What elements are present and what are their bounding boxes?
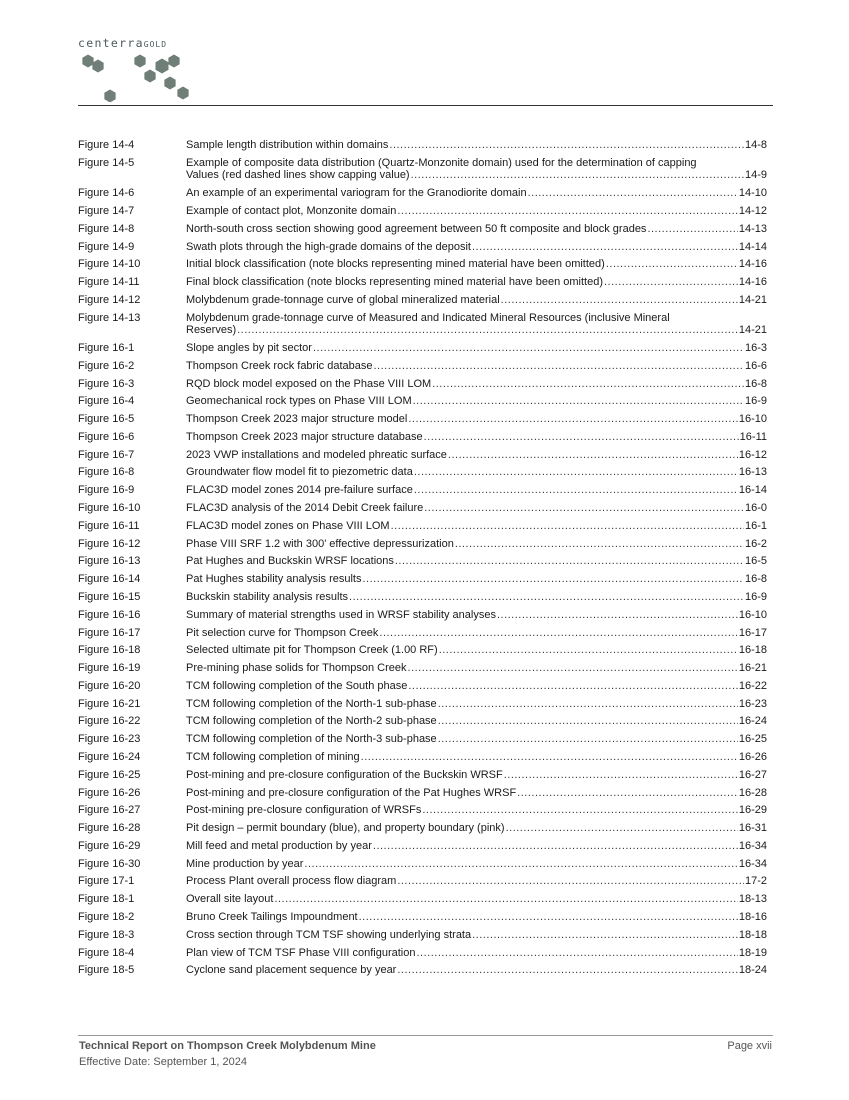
toc-entry[interactable] <box>78 840 767 853</box>
figure-title: Summary of material strengths used in WRSF stability analyses <box>186 608 496 621</box>
dot-leader <box>647 223 737 236</box>
toc-entry[interactable] <box>78 360 767 373</box>
figure-number: Figure 16-16 <box>78 608 141 621</box>
toc-entry[interactable] <box>78 627 767 640</box>
figure-number: Figure 16-27 <box>78 804 141 817</box>
page-reference: 16-8 <box>744 377 767 390</box>
figure-number: Figure 14-13 <box>78 311 141 324</box>
logo-hexagon <box>177 87 188 100</box>
logo-hexagon <box>92 60 103 73</box>
figure-number: Figure 17-1 <box>78 875 135 888</box>
figure-number: Figure 18-1 <box>78 893 135 906</box>
figure-title: Plan view of TCM TSF Phase VIII configuration <box>186 946 416 959</box>
figure-number: Figure 16-12 <box>78 537 141 550</box>
dot-leader <box>313 342 744 355</box>
toc-entry[interactable] <box>78 413 767 426</box>
toc-entry[interactable] <box>78 431 767 444</box>
page-reference: 18-19 <box>738 946 767 959</box>
dot-leader <box>389 139 744 152</box>
page-reference: 14-10 <box>738 187 767 200</box>
toc-entry[interactable] <box>78 258 767 271</box>
figure-title: Molybdenum grade-tonnage curve of global mineralized material <box>186 293 500 306</box>
dot-leader <box>362 573 744 586</box>
figure-number: Figure 16-21 <box>78 697 141 710</box>
figure-title: TCM following completion of the North-3 sub-phase <box>186 733 437 746</box>
logo-hexagon <box>104 90 115 103</box>
dot-leader <box>304 858 737 871</box>
figure-number: Figure 16-11 <box>78 519 140 532</box>
figure-title: Pat Hughes stability analysis results <box>186 573 362 586</box>
figure-number: Figure 16-14 <box>78 573 141 586</box>
dot-leader <box>438 733 738 746</box>
figure-title: Values (red dashed lines show capping value) <box>186 169 410 182</box>
dot-leader <box>397 964 738 977</box>
figure-number: Figure 16-2 <box>78 359 135 372</box>
page-reference: 16-10 <box>738 413 767 426</box>
footer-divider <box>78 1035 773 1036</box>
toc-entry[interactable] <box>78 276 767 289</box>
page-reference: 16-11 <box>739 430 767 443</box>
figure-number: Figure 16-15 <box>78 590 141 603</box>
dot-leader <box>408 680 738 693</box>
toc-entry[interactable] <box>78 449 767 462</box>
logo-hexagons-icon <box>78 52 198 102</box>
figure-title: Sample length distribution within domains <box>186 139 389 151</box>
toc-entry[interactable] <box>78 520 767 533</box>
figure-title: Reserves) <box>186 324 237 337</box>
figure-number: Figure 14-9 <box>78 240 135 253</box>
figure-title: FLAC3D analysis of the 2014 Debit Creek failure <box>186 502 424 515</box>
figure-number: Figure 16-30 <box>78 857 141 870</box>
toc-entry[interactable] <box>78 502 767 515</box>
dot-leader <box>439 644 738 657</box>
dot-leader <box>438 715 738 728</box>
page-reference: 16-2 <box>744 537 767 550</box>
figure-number: Figure 16-23 <box>78 733 141 746</box>
logo-hexagon <box>134 55 145 68</box>
figure-title: Phase VIII SRF 1.2 with 300’ effective depressurization <box>186 537 454 550</box>
page-reference: 18-13 <box>738 893 767 906</box>
figure-title-line: Example of composite data distribution (Quartz-Monzonite domain) used for the determination of capping <box>186 156 697 169</box>
figure-number: Figure 16-18 <box>78 644 141 657</box>
figure-title: Pit selection curve for Thompson Creek <box>186 626 379 639</box>
figure-number: Figure 16-20 <box>78 679 141 692</box>
list-of-figures <box>78 139 767 982</box>
page-reference: 16-8 <box>744 573 767 586</box>
page-reference: 16-26 <box>738 750 767 763</box>
figure-title: Cyclone sand placement sequence by year <box>186 964 397 977</box>
dot-leader <box>448 449 738 462</box>
toc-entry[interactable] <box>78 751 767 764</box>
figure-title: Thompson Creek 2023 major structure model <box>186 413 408 426</box>
toc-entry[interactable] <box>78 858 767 871</box>
figure-title: Thompson Creek rock fabric database <box>186 359 373 372</box>
page-reference: 16-1 <box>744 519 767 532</box>
figure-title: Geomechanical rock types on Phase VIII LOM <box>186 395 412 408</box>
dot-leader <box>414 466 738 479</box>
toc-entry[interactable] <box>78 662 767 675</box>
footer-page-number: Page xvii <box>727 1040 772 1052</box>
toc-entry[interactable] <box>78 769 767 782</box>
figure-title: Pre-mining phase solids for Thompson Creek <box>186 662 407 675</box>
figure-number: Figure 16-24 <box>78 750 141 763</box>
page-reference: 16-24 <box>738 715 767 728</box>
page-reference: 16-0 <box>744 502 767 515</box>
logo-hexagon <box>156 59 169 74</box>
figure-number: Figure 16-26 <box>78 786 141 799</box>
page-reference: 16-31 <box>738 822 767 835</box>
page-reference: 16-28 <box>738 786 767 799</box>
figure-title: Swath plots through the high-grade domains of the deposit <box>186 240 471 253</box>
header-divider <box>78 105 773 106</box>
page-reference: 18-18 <box>738 928 767 941</box>
dot-leader <box>501 294 738 307</box>
page-reference: 16-23 <box>738 697 767 710</box>
page-reference: 16-29 <box>738 804 767 817</box>
toc-entry[interactable] <box>78 715 767 728</box>
page-reference: 16-22 <box>738 679 767 692</box>
page-reference: 16-34 <box>738 839 767 852</box>
figure-number: Figure 16-4 <box>78 395 135 408</box>
footer-effective-date: Effective Date: September 1, 2024 <box>79 1056 247 1068</box>
page-reference: 14-13 <box>738 222 767 235</box>
page-reference: 16-9 <box>744 590 767 603</box>
figure-title: TCM following completion of the North-1 sub-phase <box>186 697 437 710</box>
dot-leader <box>497 609 738 622</box>
page-reference: 16-6 <box>744 359 767 372</box>
logo-hexagon <box>168 55 179 68</box>
toc-entry[interactable] <box>78 609 767 622</box>
page-reference: 14-21 <box>738 293 767 306</box>
figure-title: Thompson Creek 2023 major structure database <box>186 430 423 443</box>
dot-leader <box>237 324 738 337</box>
toc-entry[interactable] <box>78 787 767 800</box>
toc-entry[interactable] <box>78 312 767 337</box>
figure-number: Figure 14-5 <box>78 156 135 169</box>
dot-leader <box>422 804 737 817</box>
figure-title: TCM following completion of the North-2 sub-phase <box>186 715 437 728</box>
dot-leader <box>274 893 737 906</box>
dot-leader <box>414 484 738 497</box>
figure-title-line: Molybdenum grade-tonnage curve of Measured and Indicated Mineral Resources (inclusive Mineral <box>186 311 670 324</box>
dot-leader <box>411 169 744 182</box>
toc-entry[interactable] <box>78 875 767 888</box>
figure-number: Figure 18-5 <box>78 964 135 977</box>
toc-entry[interactable] <box>78 395 767 408</box>
dot-leader <box>606 258 738 271</box>
figure-title: 2023 VWP installations and modeled phreatic surface <box>186 448 447 461</box>
page-reference: 14-12 <box>738 204 767 217</box>
dot-leader <box>391 520 744 533</box>
page-reference: 16-9 <box>744 395 767 408</box>
page-reference: 16-25 <box>738 733 767 746</box>
figure-number: Figure 14-8 <box>78 222 135 235</box>
figure-title: Mine production by year <box>186 857 304 870</box>
toc-entry[interactable] <box>78 157 767 182</box>
figure-number: Figure 16-10 <box>78 502 141 515</box>
figure-title: Bruno Creek Tailings Impoundment <box>186 911 358 923</box>
page-reference: 16-14 <box>738 484 767 497</box>
dot-leader <box>413 395 744 408</box>
toc-entry[interactable] <box>78 466 767 479</box>
company-logo <box>78 36 218 100</box>
page-reference: 16-3 <box>744 342 767 354</box>
figure-title: Cross section through TCM TSF showing underlying strata <box>186 928 472 941</box>
toc-entry[interactable] <box>78 644 767 657</box>
page-reference: 14-21 <box>738 324 767 337</box>
page-reference: 16-10 <box>738 608 767 621</box>
figure-title: TCM following completion of mining <box>186 750 360 763</box>
toc-entry[interactable] <box>78 947 767 960</box>
figure-number: Figure 16-17 <box>78 626 141 639</box>
page-reference: 16-12 <box>738 448 767 461</box>
page-reference: 14-8 <box>744 139 767 151</box>
page-reference: 16-27 <box>738 768 767 781</box>
page-reference: 16-13 <box>738 466 767 479</box>
figure-title: FLAC3D model zones 2014 pre-failure surface <box>186 484 413 497</box>
figure-number: Figure 14-6 <box>78 187 135 200</box>
page-reference: 16-17 <box>738 626 767 639</box>
toc-entry[interactable] <box>78 342 767 355</box>
page-reference: 14-16 <box>738 276 767 289</box>
figure-number: Figure 16-19 <box>78 662 141 675</box>
dot-leader <box>517 787 738 800</box>
dot-leader <box>397 875 744 888</box>
figure-title: Process Plant overall process flow diagram <box>186 875 397 888</box>
toc-entry[interactable] <box>78 187 767 200</box>
toc-entry[interactable] <box>78 378 767 391</box>
dot-leader <box>349 591 744 604</box>
logo-hexagon <box>144 70 155 83</box>
dot-leader <box>373 360 743 373</box>
figure-number: Figure 18-2 <box>78 911 135 923</box>
page-reference: 14-9 <box>744 169 767 182</box>
figure-title: Pit design – permit boundary (blue), and property boundary (pink) <box>186 822 505 835</box>
dot-leader <box>424 502 744 515</box>
figure-title: RQD block model exposed on the Phase VIII LOM <box>186 377 432 390</box>
page-reference: 16-34 <box>738 857 767 870</box>
figure-number: Figure 14-4 <box>78 139 135 151</box>
figure-number: Figure 18-4 <box>78 946 135 959</box>
figure-title: FLAC3D model zones on Phase VIII LOM <box>186 519 390 532</box>
figure-number: Figure 16-8 <box>78 466 135 479</box>
toc-entry[interactable] <box>78 484 767 497</box>
figure-number: Figure 16-7 <box>78 448 135 461</box>
dot-leader <box>361 751 738 764</box>
dot-leader <box>379 627 737 640</box>
figure-number: Figure 16-28 <box>78 822 141 835</box>
logo-wordmark: centerraGOLD <box>78 36 168 50</box>
dot-leader <box>528 187 738 200</box>
toc-entry[interactable] <box>78 822 767 835</box>
page-reference: 16-18 <box>738 644 767 657</box>
dot-leader <box>472 241 738 254</box>
figure-title: Buckskin stability analysis results <box>186 590 349 603</box>
page-reference: 16-5 <box>744 555 767 568</box>
dot-leader <box>397 205 738 218</box>
toc-entry[interactable] <box>78 139 767 152</box>
page-reference: 18-24 <box>738 964 767 977</box>
figure-title: Final block classification (note blocks representing mined material have been omitted) <box>186 276 603 289</box>
dot-leader <box>408 413 738 426</box>
dot-leader <box>438 698 738 711</box>
dot-leader <box>416 947 737 960</box>
toc-entry[interactable] <box>78 680 767 693</box>
figure-title: Post-mining pre-closure configuration of WRSFs <box>186 804 422 817</box>
page-reference: 17-2 <box>744 875 767 888</box>
figure-number: Figure 16-9 <box>78 484 135 497</box>
dot-leader <box>506 822 738 835</box>
figure-number: Figure 14-10 <box>78 258 141 271</box>
figure-title: Post-mining and pre-closure configuration of the Pat Hughes WRSF <box>186 786 517 799</box>
figure-number: Figure 16-5 <box>78 413 135 426</box>
page-reference: 14-14 <box>738 240 767 253</box>
figure-number: Figure 14-7 <box>78 204 135 217</box>
toc-entry[interactable] <box>78 964 767 977</box>
toc-entry[interactable] <box>78 911 767 924</box>
dot-leader <box>604 276 738 289</box>
figure-title: Groundwater flow model fit to piezometric data <box>186 466 413 479</box>
page-reference: 14-16 <box>738 258 767 271</box>
figure-title: North-south cross section showing good agreement between 50 ft composite and block grades <box>186 222 647 235</box>
toc-entry[interactable] <box>78 929 767 942</box>
figure-number: Figure 16-13 <box>78 555 141 568</box>
toc-entry[interactable] <box>78 573 767 586</box>
toc-entry[interactable] <box>78 804 767 817</box>
dot-leader <box>472 929 738 942</box>
figure-title: Mill feed and metal production by year <box>186 839 372 852</box>
dot-leader <box>408 662 738 675</box>
toc-entry[interactable] <box>78 733 767 746</box>
figure-title: Pat Hughes and Buckskin WRSF locations <box>186 555 394 568</box>
figure-title: An example of an experimental variogram for the Granodiorite domain <box>186 187 527 200</box>
figure-number: Figure 16-1 <box>78 342 135 354</box>
figure-title: Example of contact plot, Monzonite domain <box>186 204 397 217</box>
dot-leader <box>359 911 738 924</box>
toc-entry[interactable] <box>78 893 767 906</box>
figure-number: Figure 16-29 <box>78 839 141 852</box>
figure-number: Figure 14-11 <box>78 276 140 289</box>
toc-entry[interactable] <box>78 555 767 568</box>
figure-title: Slope angles by pit sector <box>186 342 312 354</box>
footer-report-title: Technical Report on Thompson Creek Molybdenum Mine <box>79 1040 376 1052</box>
dot-leader <box>395 555 744 568</box>
toc-entry[interactable] <box>78 698 767 711</box>
figure-number: Figure 16-25 <box>78 768 141 781</box>
figure-title: Selected ultimate pit for Thompson Creek (1.00 RF) <box>186 644 438 657</box>
figure-number: Figure 14-12 <box>78 293 141 306</box>
figure-number: Figure 16-3 <box>78 377 135 390</box>
dot-leader <box>424 431 739 444</box>
dot-leader <box>504 769 738 782</box>
toc-entry[interactable] <box>78 205 767 218</box>
logo-hexagon <box>82 55 93 68</box>
figure-title: TCM following completion of the South phase <box>186 679 408 692</box>
figure-title: Initial block classification (note blocks representing mined material have been omitted) <box>186 258 605 271</box>
dot-leader <box>432 378 744 391</box>
page-reference: 18-16 <box>738 911 767 923</box>
figure-number: Figure 16-6 <box>78 430 135 443</box>
page-reference: 16-21 <box>738 662 767 675</box>
dot-leader <box>455 538 744 551</box>
figure-title: Overall site layout <box>186 893 274 906</box>
toc-entry[interactable] <box>78 294 767 307</box>
toc-entry[interactable] <box>78 223 767 236</box>
toc-entry[interactable] <box>78 538 767 551</box>
toc-entry[interactable] <box>78 591 767 604</box>
figure-number: Figure 18-3 <box>78 928 135 941</box>
figure-title: Post-mining and pre-closure configuration of the Buckskin WRSF <box>186 768 503 781</box>
figure-number: Figure 16-22 <box>78 715 141 728</box>
logo-hexagon <box>164 77 175 90</box>
dot-leader <box>373 840 738 853</box>
toc-entry[interactable] <box>78 241 767 254</box>
